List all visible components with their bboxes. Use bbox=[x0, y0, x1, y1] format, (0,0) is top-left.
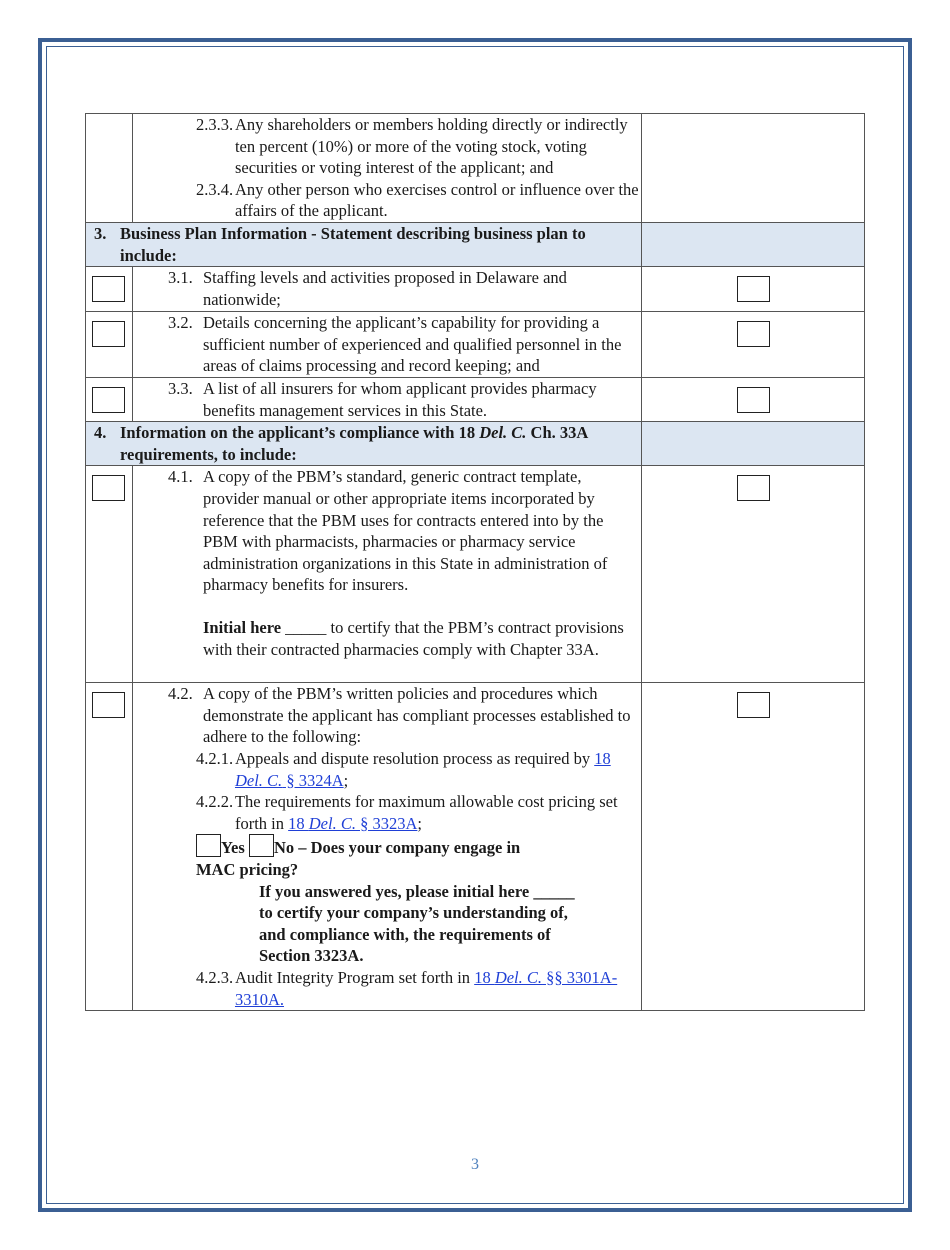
item-number: 2.3.4. bbox=[195, 179, 234, 199]
initial-blank[interactable]: _____ bbox=[285, 618, 327, 638]
section-3-header bbox=[86, 222, 642, 266]
item-number: 4.2.1. bbox=[195, 749, 234, 769]
item-text: Appeals and dispute resolution process as required by bbox=[234, 749, 591, 769]
item-cell bbox=[132, 114, 641, 223]
item-number: 3.3. bbox=[167, 378, 193, 398]
application-checklist-table bbox=[85, 113, 865, 1011]
item-text: The requirements for maximum allowable cost pricing set forth in bbox=[234, 792, 618, 833]
item-text: Staffing levels and activities proposed in Delaware and nationwide; bbox=[202, 268, 567, 309]
applicant-checkbox-3-3[interactable] bbox=[92, 387, 125, 413]
section-number: 4. bbox=[94, 423, 107, 443]
section-title-citation: Del. C. bbox=[479, 423, 527, 443]
statute-link-3301a[interactable]: 18 Del. C. §§ 3301A-3310A. bbox=[234, 967, 618, 1009]
no-label: No – Does your company engage in bbox=[273, 838, 521, 858]
section-title-end: Ch. 33A requirements, to include: bbox=[120, 423, 588, 464]
statute-link-3324a[interactable]: 18 Del. C. § 3324A bbox=[234, 749, 611, 790]
item-text: Any shareholders or members holding directly or indirectly ten percent (10%) or more of the voting stock, voting securities or voting interest of the applicant; and bbox=[234, 115, 628, 178]
item-text: Any other person who exercises control or influence over the affairs of the applicant. bbox=[234, 179, 639, 221]
mac-certify-line: Section 3323A. bbox=[258, 946, 364, 966]
yes-label: Yes bbox=[220, 838, 245, 858]
reviewer-checkbox-3-1[interactable] bbox=[737, 276, 770, 302]
item-text: A copy of the PBM’s standard, generic contract template, provider manual or other appropriate items incorporated by reference that the PBM uses for contracts entered into by the PBM with pharmacists, pharmacies or pharmacy service administration organizations in this State in administration of pharmacy benefits for insurers. bbox=[202, 467, 608, 595]
table-row bbox=[86, 377, 865, 421]
initial-label: Initial here bbox=[202, 618, 282, 638]
item-3-2 bbox=[133, 312, 641, 377]
yes-checkbox[interactable] bbox=[196, 834, 221, 857]
item-4-2-1: 4.2.1. Appeals and dispute resolution process as required by 18 Del. C. § 3324A; bbox=[195, 749, 611, 790]
mac-certify-line: to certify your company’s understanding of, bbox=[258, 903, 568, 923]
section-header-row bbox=[86, 222, 865, 266]
statute-link-3323a[interactable]: 18 Del. C. § 3323A bbox=[288, 813, 418, 833]
table-row bbox=[86, 114, 865, 223]
item-4-2-2: 4.2.2. The requirements for maximum allowable cost pricing set forth in 18 Del. C. § 3323A; bbox=[195, 792, 618, 833]
page-number: 3 bbox=[471, 1156, 479, 1173]
reviewer-cell bbox=[642, 114, 865, 223]
section-title: Information on the applicant’s compliance with 18 bbox=[120, 423, 480, 443]
reviewer-checkbox-4-1[interactable] bbox=[737, 475, 770, 501]
item-2-3-4 bbox=[133, 179, 641, 222]
item-text: A copy of the PBM’s written policies and procedures which demonstrate the applicant has compliant processes established to adhere to the following: bbox=[202, 684, 631, 747]
reviewer-checkbox-4-2[interactable] bbox=[737, 692, 770, 718]
item-number: 3.2. bbox=[167, 313, 193, 333]
section-4-header bbox=[86, 422, 642, 466]
checkbox-cell bbox=[86, 114, 133, 223]
item-number: 4.2.2. bbox=[195, 792, 234, 812]
item-3-3 bbox=[133, 378, 641, 421]
reviewer-checkbox-3-3[interactable] bbox=[737, 387, 770, 413]
applicant-checkbox-4-2[interactable] bbox=[92, 692, 125, 718]
item-text: Details concerning the applicant’s capability for providing a sufficient number of experienced and qualified personnel in the areas of claims processing and record keeping; and bbox=[202, 313, 622, 376]
applicant-checkbox-3-1[interactable] bbox=[92, 276, 125, 302]
initial-text: to certify that the PBM’s contract provisions with their contracted pharmacies comply with Chapter 33A. bbox=[202, 618, 624, 660]
applicant-checkbox-4-1[interactable] bbox=[92, 475, 125, 501]
item-text: Audit Integrity Program set forth in bbox=[234, 967, 471, 987]
item-4-2 bbox=[133, 683, 641, 748]
section-number: 3. bbox=[94, 223, 107, 243]
item-text: A list of all insurers for whom applicant provides pharmacy benefits management services in this State. bbox=[202, 378, 597, 420]
table-row bbox=[86, 267, 865, 312]
applicant-checkbox-3-2[interactable] bbox=[92, 321, 125, 347]
reviewer-checkbox-3-2[interactable] bbox=[737, 321, 770, 347]
initial-certification bbox=[133, 617, 641, 660]
table-row bbox=[86, 312, 865, 378]
item-3-1 bbox=[133, 267, 641, 310]
mac-pricing-question-end: MAC pricing? bbox=[195, 860, 299, 879]
item-number: 2.3.3. bbox=[195, 115, 234, 134]
mac-certify-line: and compliance with, the requirements of bbox=[258, 924, 551, 944]
table-row bbox=[86, 683, 865, 1011]
mac-initial-line: If you answered yes, please initial here _____ bbox=[258, 881, 575, 901]
item-number: 3.1. bbox=[167, 268, 193, 288]
section-title: Business Plan Information - Statement describing business plan to include: bbox=[120, 223, 586, 265]
item-4-2-3 bbox=[133, 967, 641, 1010]
section-header-row bbox=[86, 422, 865, 466]
no-checkbox[interactable] bbox=[249, 834, 274, 857]
item-number: 4.2.3. bbox=[195, 967, 234, 987]
item-number: 4.2. bbox=[167, 684, 193, 704]
section-header-blank bbox=[642, 422, 865, 466]
mac-pricing-question bbox=[133, 834, 641, 859]
item-4-1 bbox=[133, 466, 641, 596]
item-number: 4.1. bbox=[167, 467, 193, 487]
item-2-3-3 bbox=[133, 114, 641, 179]
section-header-blank bbox=[642, 222, 865, 266]
table-row bbox=[86, 466, 865, 683]
